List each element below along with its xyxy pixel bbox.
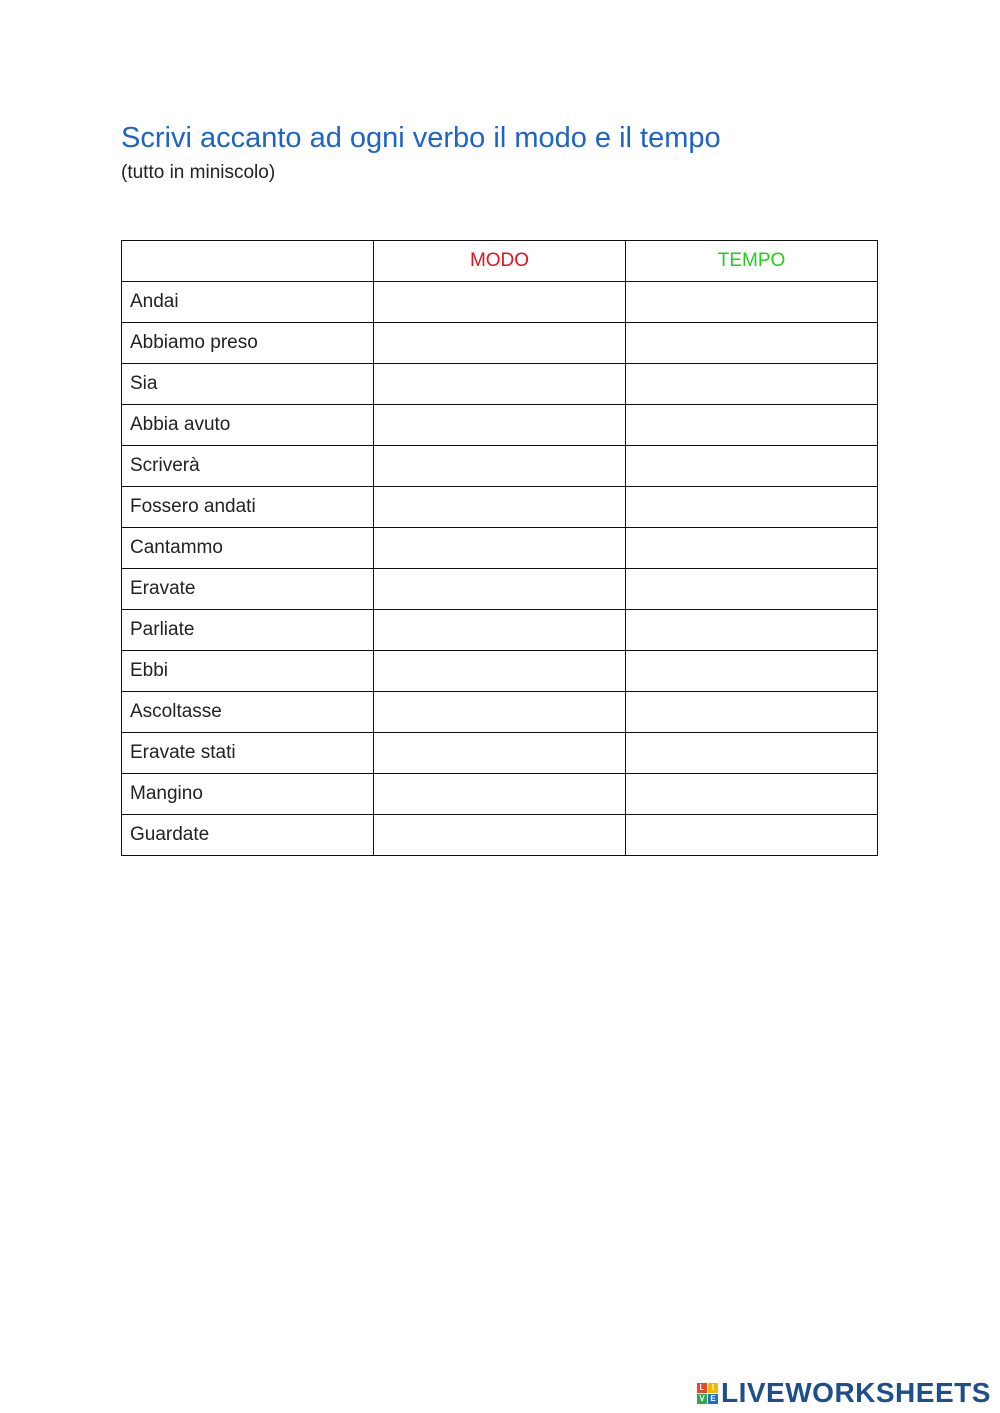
table-header-row [122,241,878,282]
tempo-answer-field[interactable] [634,452,869,480]
modo-answer-cell[interactable] [374,733,626,774]
table-row [122,282,878,323]
tempo-answer-field[interactable] [634,780,869,808]
modo-answer-cell[interactable] [374,692,626,733]
tempo-answer-field[interactable] [634,657,869,685]
tempo-answer-field[interactable] [634,288,869,316]
header-modo: MODO [374,241,626,282]
liveworksheets-logo [697,1377,991,1409]
tempo-answer-field[interactable] [634,575,869,603]
verb-table-body [122,282,878,856]
modo-answer-cell[interactable] [374,282,626,323]
modo-answer-field[interactable] [382,821,617,849]
tempo-answer-cell[interactable] [626,610,878,651]
header-tempo: TEMPO [626,241,878,282]
tempo-answer-field[interactable] [634,411,869,439]
verb-cell: Mangino [122,774,374,815]
tempo-answer-cell[interactable] [626,323,878,364]
modo-answer-cell[interactable] [374,405,626,446]
verb-cell: Ascoltasse [122,692,374,733]
table-row [122,651,878,692]
verb-table [121,240,878,856]
table-row [122,692,878,733]
tempo-answer-field[interactable] [634,370,869,398]
table-row [122,733,878,774]
verb-cell: Abbia avuto [122,405,374,446]
table-row [122,815,878,856]
table-row [122,364,878,405]
tempo-answer-field[interactable] [634,698,869,726]
modo-answer-field[interactable] [382,780,617,808]
verb-cell: Sia [122,364,374,405]
table-row [122,528,878,569]
modo-answer-field[interactable] [382,698,617,726]
verb-cell: Guardate [122,815,374,856]
tempo-answer-cell[interactable] [626,733,878,774]
tempo-answer-cell[interactable] [626,569,878,610]
tempo-answer-cell[interactable] [626,364,878,405]
table-row [122,405,878,446]
table-row [122,569,878,610]
table-row [122,610,878,651]
page-title: Scrivi accanto ad ogni verbo il modo e il tempo [121,122,721,154]
modo-answer-field[interactable] [382,493,617,521]
tempo-answer-field[interactable] [634,493,869,521]
modo-answer-field[interactable] [382,575,617,603]
modo-answer-cell[interactable] [374,528,626,569]
tempo-answer-cell[interactable] [626,651,878,692]
tempo-answer-cell[interactable] [626,692,878,733]
modo-answer-field[interactable] [382,739,617,767]
modo-answer-cell[interactable] [374,487,626,528]
modo-answer-field[interactable] [382,329,617,357]
modo-answer-cell[interactable] [374,774,626,815]
verb-cell: Scriverà [122,446,374,487]
verb-cell: Cantammo [122,528,374,569]
modo-answer-cell[interactable] [374,364,626,405]
modo-answer-cell[interactable] [374,651,626,692]
tempo-answer-cell[interactable] [626,774,878,815]
tempo-answer-cell[interactable] [626,528,878,569]
modo-answer-cell[interactable] [374,815,626,856]
tempo-answer-cell[interactable] [626,487,878,528]
liveworksheets-logo-icon: L I V E [697,1383,718,1404]
table-row [122,774,878,815]
table-row [122,446,878,487]
header-verb [122,241,374,282]
modo-answer-field[interactable] [382,452,617,480]
modo-answer-cell[interactable] [374,610,626,651]
verb-cell: Eravate [122,569,374,610]
verb-cell: Fossero andati [122,487,374,528]
modo-answer-cell[interactable] [374,446,626,487]
tempo-answer-field[interactable] [634,616,869,644]
verb-cell: Ebbi [122,651,374,692]
table-row [122,323,878,364]
verb-cell: Eravate stati [122,733,374,774]
tempo-answer-cell[interactable] [626,446,878,487]
modo-answer-field[interactable] [382,411,617,439]
table-row [122,487,878,528]
modo-answer-cell[interactable] [374,569,626,610]
tempo-answer-field[interactable] [634,739,869,767]
brand-name: LIVEWORKSHEETS [721,1377,991,1408]
modo-answer-field[interactable] [382,616,617,644]
modo-answer-field[interactable] [382,370,617,398]
modo-answer-field[interactable] [382,288,617,316]
tempo-answer-field[interactable] [634,821,869,849]
tempo-answer-field[interactable] [634,534,869,562]
tempo-answer-cell[interactable] [626,282,878,323]
verb-cell: Parliate [122,610,374,651]
modo-answer-field[interactable] [382,657,617,685]
modo-answer-field[interactable] [382,534,617,562]
modo-answer-cell[interactable] [374,323,626,364]
tempo-answer-field[interactable] [634,329,869,357]
tempo-answer-cell[interactable] [626,815,878,856]
verb-cell: Abbiamo preso [122,323,374,364]
verb-cell: Andai [122,282,374,323]
tempo-answer-cell[interactable] [626,405,878,446]
page-subtitle: (tutto in miniscolo) [121,162,276,183]
